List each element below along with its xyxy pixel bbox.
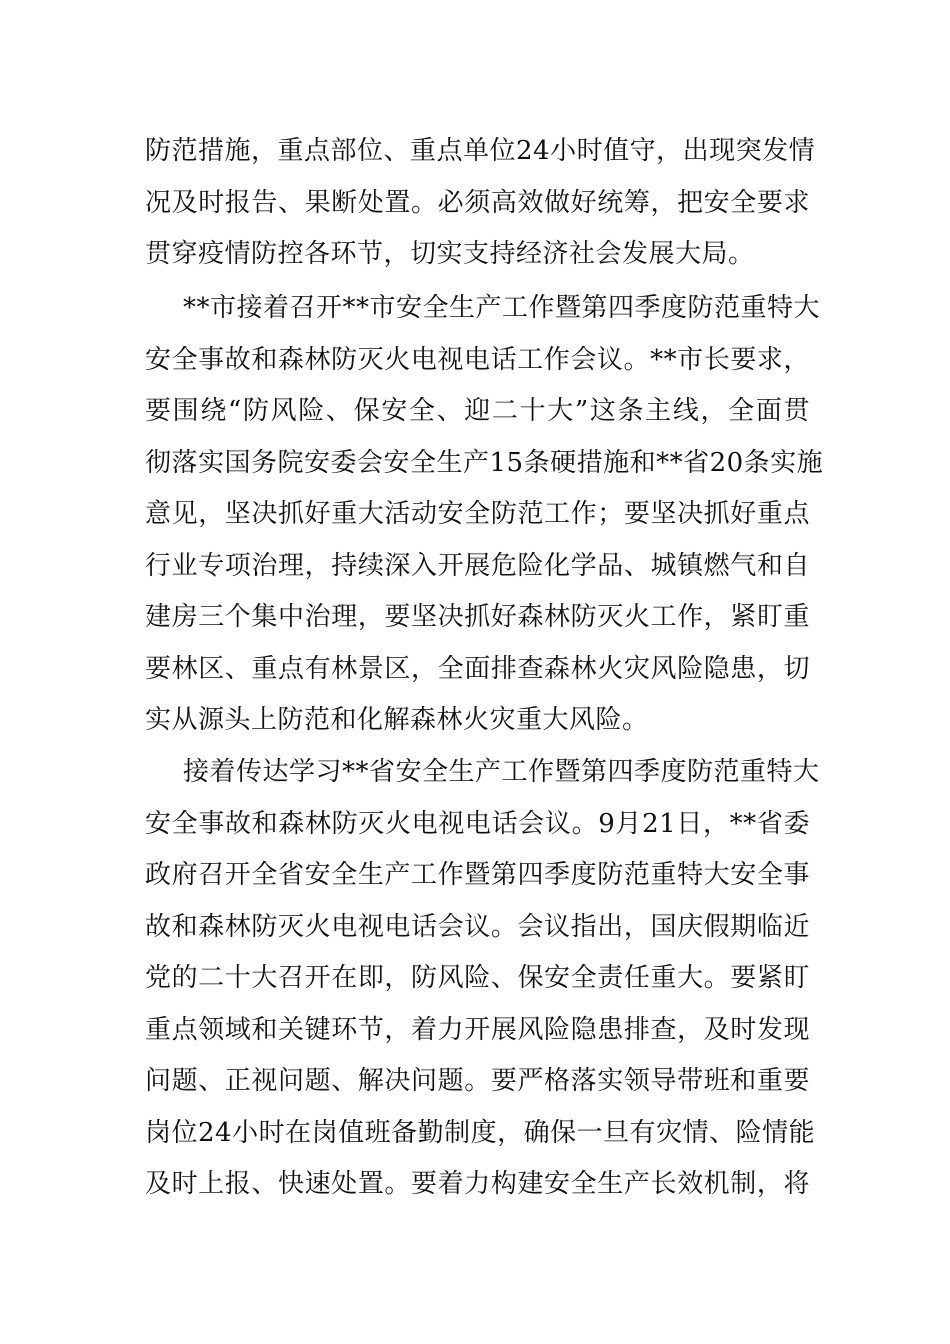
text-line: **市接着召开**市安全生产工作暨第四季度防范重特大 bbox=[183, 293, 821, 323]
text-line: 防范措施，重点部位、重点单位24小时值守，出现突发情 bbox=[145, 136, 816, 166]
paragraph-1 bbox=[145, 126, 816, 281]
text-line: 行业专项治理，持续深入开展危险化学品、城镇燃气和自 bbox=[145, 550, 810, 581]
text-line: 意见，坚决抓好重大活动安全防范工作；要坚决抓好重点 bbox=[145, 499, 810, 529]
paragraph-3 bbox=[145, 747, 820, 1211]
text-line: 故和森林防灭火电视电话会议。会议指出，国庆假期临近 bbox=[145, 911, 810, 942]
text-line: 要林区、重点有林景区，全面排查森林火灾风险隐患，切 bbox=[145, 653, 810, 684]
text-line: 党的二十大召开在即，防风险、保安全责任重大。要紧盯 bbox=[145, 963, 810, 993]
text-line: 况及时报告、果断处置。必须高效做好统筹，把安全要求 bbox=[145, 187, 810, 218]
text-line: 安全事故和森林防灭火电视电话工作会议。**市长要求， bbox=[145, 344, 810, 375]
text-line: 及时上报、快速处置。要着力构建安全生产长效机制，将 bbox=[145, 1169, 810, 1199]
text-line: 贯穿疫情防控各环节，切实支持经济社会发展大局。 bbox=[145, 239, 755, 269]
text-line: 彻落实国务院安委会安全生产15条硬措施和**省20条实施 bbox=[145, 447, 824, 478]
text-line: 要围绕“防风险、保安全、迎二十大”这条主线，全面贯 bbox=[145, 396, 810, 426]
text-line: 建房三个集中治理，要坚决抓好森林防灭火工作，紧盯重 bbox=[145, 602, 810, 632]
text-line: 接着传达学习**省安全生产工作暨第四季度防范重特大 bbox=[183, 757, 820, 787]
text-line: 安全事故和森林防灭火电视电话会议。9月21日，**省委 bbox=[145, 808, 810, 839]
text-line: 问题、正视问题、解决问题。要严格落实领导带班和重要 bbox=[145, 1066, 810, 1096]
text-line: 实从源头上防范和化解森林火灾重大风险。 bbox=[145, 705, 649, 735]
text-line: 政府召开全省安全生产工作暨第四季度防范重特大安全事 bbox=[145, 860, 810, 890]
text-line: 岗位24小时在岗值班备勤制度，确保一旦有灾情、险情能 bbox=[145, 1117, 816, 1148]
paragraph-2 bbox=[145, 283, 824, 747]
text-line: 重点领域和关键环节，着力开展风险隐患排查，及时发现 bbox=[145, 1014, 810, 1045]
